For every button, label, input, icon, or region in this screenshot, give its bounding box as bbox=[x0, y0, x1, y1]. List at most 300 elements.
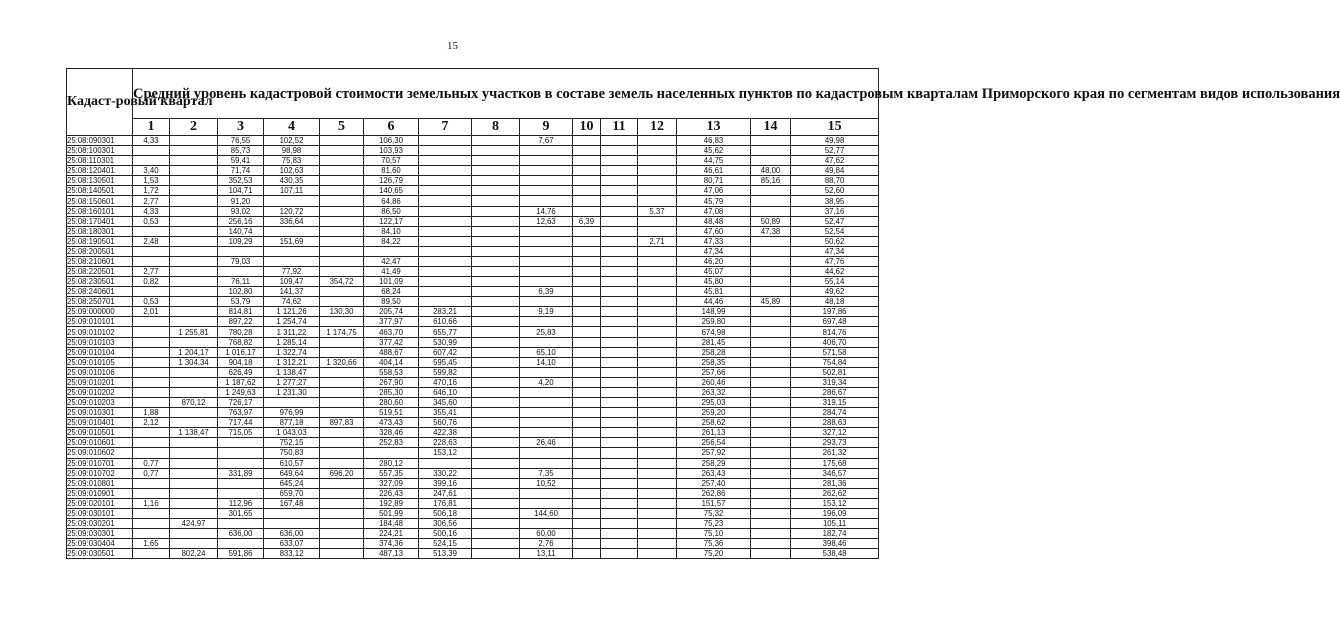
value-cell: 44,75 bbox=[677, 156, 751, 166]
value-cell bbox=[638, 216, 677, 226]
value-cell: 976,99 bbox=[264, 408, 320, 418]
value-cell: 610,66 bbox=[419, 317, 472, 327]
value-cell: 1 255,81 bbox=[170, 327, 218, 337]
value-cell bbox=[601, 256, 638, 266]
value-cell bbox=[472, 468, 520, 478]
value-cell bbox=[573, 297, 601, 307]
value-cell bbox=[751, 529, 791, 539]
value-cell bbox=[601, 478, 638, 488]
table-row bbox=[67, 529, 879, 539]
value-cell bbox=[133, 337, 170, 347]
column-number-header: 14 bbox=[751, 119, 791, 136]
value-cell: 560,76 bbox=[419, 418, 472, 428]
value-cell: 47,33 bbox=[677, 236, 751, 246]
value-cell bbox=[472, 216, 520, 226]
value-cell bbox=[601, 468, 638, 478]
value-cell bbox=[573, 428, 601, 438]
value-cell: 93,02 bbox=[218, 206, 264, 216]
value-cell bbox=[751, 387, 791, 397]
value-cell bbox=[601, 518, 638, 528]
value-cell: 102,52 bbox=[264, 136, 320, 146]
value-cell bbox=[170, 176, 218, 186]
page-number: 15 bbox=[447, 40, 458, 52]
value-cell bbox=[573, 387, 601, 397]
value-cell bbox=[601, 428, 638, 438]
value-cell bbox=[264, 508, 320, 518]
value-cell: 377,42 bbox=[364, 337, 419, 347]
value-cell: 64,86 bbox=[364, 196, 419, 206]
value-cell bbox=[419, 186, 472, 196]
cadastral-quarter-cell: 25:08:130501 bbox=[67, 176, 133, 186]
value-cell bbox=[133, 377, 170, 387]
value-cell: 328,46 bbox=[364, 428, 419, 438]
value-cell: 1 304,34 bbox=[170, 357, 218, 367]
value-cell bbox=[218, 246, 264, 256]
value-cell bbox=[638, 478, 677, 488]
value-cell: 626,49 bbox=[218, 367, 264, 377]
value-cell: 75,23 bbox=[677, 518, 751, 528]
value-cell bbox=[320, 226, 364, 236]
value-cell bbox=[472, 246, 520, 256]
value-cell: 262,86 bbox=[677, 488, 751, 498]
value-cell bbox=[573, 196, 601, 206]
value-cell: 280,12 bbox=[364, 458, 419, 468]
value-cell: 283,21 bbox=[419, 307, 472, 317]
value-cell bbox=[472, 317, 520, 327]
value-cell: 109,29 bbox=[218, 236, 264, 246]
value-cell: 102,80 bbox=[218, 287, 264, 297]
value-cell bbox=[218, 478, 264, 488]
cadastral-quarter-cell: 25:09:000000 bbox=[67, 307, 133, 317]
value-cell bbox=[320, 539, 364, 549]
value-cell bbox=[601, 196, 638, 206]
value-cell: 404,14 bbox=[364, 357, 419, 367]
value-cell bbox=[573, 236, 601, 246]
value-cell bbox=[472, 267, 520, 277]
value-cell: 293,73 bbox=[791, 438, 879, 448]
value-cell bbox=[573, 367, 601, 377]
value-cell bbox=[520, 387, 573, 397]
value-cell bbox=[601, 267, 638, 277]
value-cell: 1,88 bbox=[133, 408, 170, 418]
value-cell bbox=[133, 488, 170, 498]
value-cell bbox=[601, 246, 638, 256]
value-cell bbox=[320, 478, 364, 488]
value-cell bbox=[573, 226, 601, 236]
value-cell bbox=[133, 156, 170, 166]
value-cell bbox=[320, 428, 364, 438]
value-cell bbox=[573, 277, 601, 287]
table-row bbox=[67, 549, 879, 559]
value-cell: 81,60 bbox=[364, 166, 419, 176]
value-cell: 258,62 bbox=[677, 418, 751, 428]
value-cell bbox=[573, 488, 601, 498]
value-cell bbox=[133, 549, 170, 559]
value-cell bbox=[751, 418, 791, 428]
table-row bbox=[67, 398, 879, 408]
value-cell bbox=[520, 297, 573, 307]
value-cell bbox=[170, 508, 218, 518]
value-cell bbox=[638, 377, 677, 387]
value-cell bbox=[573, 498, 601, 508]
value-cell: 101,09 bbox=[364, 277, 419, 287]
table-row bbox=[67, 478, 879, 488]
value-cell bbox=[320, 287, 364, 297]
value-cell bbox=[751, 478, 791, 488]
value-cell bbox=[472, 176, 520, 186]
value-cell bbox=[170, 529, 218, 539]
cadastral-quarter-cell: 25:08:210601 bbox=[67, 256, 133, 266]
value-cell bbox=[472, 478, 520, 488]
cadastral-quarter-cell: 25:09:010203 bbox=[67, 398, 133, 408]
value-cell bbox=[638, 488, 677, 498]
value-cell: 89,50 bbox=[364, 297, 419, 307]
value-cell bbox=[133, 478, 170, 488]
value-cell bbox=[133, 448, 170, 458]
value-cell: 2,01 bbox=[133, 307, 170, 317]
cadastral-quarter-cell: 25:09:030404 bbox=[67, 539, 133, 549]
value-cell: 47,38 bbox=[751, 226, 791, 236]
value-cell bbox=[573, 458, 601, 468]
value-cell bbox=[320, 156, 364, 166]
column-number-header: 1 bbox=[133, 119, 170, 136]
value-cell bbox=[573, 327, 601, 337]
value-cell: 7,67 bbox=[520, 136, 573, 146]
value-cell: 1 312,21 bbox=[264, 357, 320, 367]
value-cell: 1 187,62 bbox=[218, 377, 264, 387]
table-title: Средний уровень кадастровой стоимости земельных участков в составе земель населенных пунктов по кадастровым кварталам Приморского края по сегментам видов использования bbox=[133, 69, 879, 119]
value-cell bbox=[601, 307, 638, 317]
value-cell bbox=[751, 186, 791, 196]
table-row bbox=[67, 186, 879, 196]
value-cell: 196,09 bbox=[791, 508, 879, 518]
value-cell bbox=[133, 398, 170, 408]
value-cell: 1 043,03 bbox=[264, 428, 320, 438]
value-cell bbox=[638, 226, 677, 236]
value-cell: 151,57 bbox=[677, 498, 751, 508]
value-cell: 75,83 bbox=[264, 156, 320, 166]
value-cell: 65,10 bbox=[520, 347, 573, 357]
cadastral-quarter-cell: 25:08:240601 bbox=[67, 287, 133, 297]
value-cell: 109,47 bbox=[264, 277, 320, 287]
value-cell bbox=[573, 317, 601, 327]
value-cell: 754,84 bbox=[791, 357, 879, 367]
value-cell: 141,37 bbox=[264, 287, 320, 297]
value-cell bbox=[638, 518, 677, 528]
value-cell: 2,76 bbox=[520, 539, 573, 549]
cadastral-quarter-cell: 25:09:010105 bbox=[67, 357, 133, 367]
value-cell bbox=[638, 347, 677, 357]
value-cell bbox=[218, 267, 264, 277]
value-cell bbox=[573, 337, 601, 347]
value-cell bbox=[472, 196, 520, 206]
value-cell: 500,16 bbox=[419, 529, 472, 539]
value-cell bbox=[520, 367, 573, 377]
value-cell bbox=[419, 176, 472, 186]
value-cell bbox=[520, 408, 573, 418]
value-cell bbox=[751, 488, 791, 498]
value-cell: 833,12 bbox=[264, 549, 320, 559]
value-cell bbox=[170, 287, 218, 297]
value-cell bbox=[751, 357, 791, 367]
value-cell: 104,71 bbox=[218, 186, 264, 196]
value-cell bbox=[472, 186, 520, 196]
value-cell: 84,22 bbox=[364, 236, 419, 246]
value-cell: 75,36 bbox=[677, 539, 751, 549]
value-cell: 501,99 bbox=[364, 508, 419, 518]
value-cell bbox=[751, 468, 791, 478]
value-cell bbox=[170, 458, 218, 468]
value-cell bbox=[320, 186, 364, 196]
value-cell: 502,81 bbox=[791, 367, 879, 377]
cadastral-quarter-cell: 25:09:030201 bbox=[67, 518, 133, 528]
value-cell bbox=[472, 327, 520, 337]
table-row bbox=[67, 508, 879, 518]
value-cell bbox=[638, 367, 677, 377]
value-cell bbox=[573, 448, 601, 458]
value-cell bbox=[573, 256, 601, 266]
value-cell: 130,30 bbox=[320, 307, 364, 317]
value-cell: 814,81 bbox=[218, 307, 264, 317]
value-cell: 68,24 bbox=[364, 287, 419, 297]
column-number-header: 13 bbox=[677, 119, 751, 136]
table-row bbox=[67, 277, 879, 287]
value-cell: 717,44 bbox=[218, 418, 264, 428]
value-cell bbox=[320, 529, 364, 539]
value-cell: 256,16 bbox=[218, 216, 264, 226]
value-cell bbox=[320, 256, 364, 266]
value-cell: 506,18 bbox=[419, 508, 472, 518]
value-cell: 52,60 bbox=[791, 186, 879, 196]
cadastral-quarter-cell: 25:09:010702 bbox=[67, 468, 133, 478]
value-cell: 487,13 bbox=[364, 549, 419, 559]
value-cell: 25,83 bbox=[520, 327, 573, 337]
cadastral-quarter-cell: 25:09:010602 bbox=[67, 448, 133, 458]
cadastral-quarter-cell: 25:09:010103 bbox=[67, 337, 133, 347]
value-cell: 259,20 bbox=[677, 408, 751, 418]
value-cell bbox=[320, 448, 364, 458]
value-cell: 103,93 bbox=[364, 146, 419, 156]
value-cell: 261,32 bbox=[791, 448, 879, 458]
value-cell bbox=[751, 236, 791, 246]
value-cell: 47,06 bbox=[677, 186, 751, 196]
value-cell bbox=[638, 277, 677, 287]
value-cell bbox=[419, 246, 472, 256]
value-cell bbox=[133, 508, 170, 518]
value-cell bbox=[573, 408, 601, 418]
value-cell bbox=[320, 347, 364, 357]
value-cell: 80,71 bbox=[677, 176, 751, 186]
value-cell bbox=[751, 508, 791, 518]
value-cell bbox=[573, 549, 601, 559]
value-cell: 877,18 bbox=[264, 418, 320, 428]
value-cell bbox=[133, 226, 170, 236]
value-cell: 47,34 bbox=[791, 246, 879, 256]
value-cell bbox=[170, 367, 218, 377]
value-cell bbox=[520, 458, 573, 468]
value-cell bbox=[320, 488, 364, 498]
value-cell: 85,73 bbox=[218, 146, 264, 156]
value-cell: 71,74 bbox=[218, 166, 264, 176]
value-cell bbox=[170, 146, 218, 156]
value-cell: 399,16 bbox=[419, 478, 472, 488]
value-cell bbox=[638, 539, 677, 549]
value-cell bbox=[638, 458, 677, 468]
value-cell: 45,62 bbox=[677, 146, 751, 156]
value-cell bbox=[520, 448, 573, 458]
table-row bbox=[67, 156, 879, 166]
value-cell: 38,95 bbox=[791, 196, 879, 206]
value-cell: 49,62 bbox=[791, 287, 879, 297]
value-cell bbox=[638, 357, 677, 367]
value-cell: 295,03 bbox=[677, 398, 751, 408]
value-cell bbox=[601, 297, 638, 307]
cadastral-quarter-cell: 25:09:010104 bbox=[67, 347, 133, 357]
table-row bbox=[67, 206, 879, 216]
table-row bbox=[67, 136, 879, 146]
value-cell bbox=[472, 256, 520, 266]
value-cell bbox=[520, 498, 573, 508]
value-cell: 151,69 bbox=[264, 236, 320, 246]
table-row bbox=[67, 468, 879, 478]
value-cell: 76,11 bbox=[218, 277, 264, 287]
value-cell bbox=[638, 186, 677, 196]
value-cell bbox=[320, 508, 364, 518]
value-cell bbox=[218, 458, 264, 468]
value-cell bbox=[133, 428, 170, 438]
value-cell bbox=[751, 256, 791, 266]
value-cell bbox=[133, 347, 170, 357]
value-cell bbox=[472, 367, 520, 377]
value-cell: 897,22 bbox=[218, 317, 264, 327]
value-cell bbox=[520, 176, 573, 186]
cadastral-quarter-cell: 25:08:150601 bbox=[67, 196, 133, 206]
value-cell: 0,77 bbox=[133, 458, 170, 468]
value-cell bbox=[601, 418, 638, 428]
value-cell bbox=[573, 529, 601, 539]
table-row bbox=[67, 438, 879, 448]
value-cell bbox=[320, 387, 364, 397]
value-cell bbox=[751, 146, 791, 156]
value-cell bbox=[472, 398, 520, 408]
value-cell bbox=[419, 458, 472, 468]
value-cell: 48,18 bbox=[791, 297, 879, 307]
value-cell: 9,19 bbox=[520, 307, 573, 317]
value-cell bbox=[601, 186, 638, 196]
value-cell bbox=[472, 539, 520, 549]
value-cell bbox=[601, 327, 638, 337]
value-cell: 257,40 bbox=[677, 478, 751, 488]
value-cell bbox=[751, 267, 791, 277]
value-cell: 47,76 bbox=[791, 256, 879, 266]
value-cell bbox=[601, 166, 638, 176]
value-cell: 1 016,17 bbox=[218, 347, 264, 357]
value-cell bbox=[638, 549, 677, 559]
table-row bbox=[67, 146, 879, 156]
table-row bbox=[67, 539, 879, 549]
value-cell bbox=[638, 146, 677, 156]
value-cell bbox=[320, 136, 364, 146]
table-row bbox=[67, 448, 879, 458]
value-cell: 55,14 bbox=[791, 277, 879, 287]
value-cell: 473,43 bbox=[364, 418, 419, 428]
value-cell bbox=[320, 176, 364, 186]
value-cell: 258,35 bbox=[677, 357, 751, 367]
value-cell: 696,20 bbox=[320, 468, 364, 478]
value-cell bbox=[170, 267, 218, 277]
value-cell bbox=[520, 337, 573, 347]
value-cell bbox=[133, 246, 170, 256]
value-cell: 1,72 bbox=[133, 186, 170, 196]
value-cell bbox=[638, 529, 677, 539]
value-cell bbox=[320, 196, 364, 206]
table-row bbox=[67, 347, 879, 357]
value-cell: 4,33 bbox=[133, 206, 170, 216]
value-cell bbox=[751, 549, 791, 559]
value-cell: 646,10 bbox=[419, 387, 472, 397]
value-cell bbox=[601, 438, 638, 448]
value-cell: 1 121,26 bbox=[264, 307, 320, 317]
table-row bbox=[67, 418, 879, 428]
value-cell: 2,77 bbox=[133, 267, 170, 277]
column-number-header: 10 bbox=[573, 119, 601, 136]
value-cell bbox=[472, 448, 520, 458]
value-cell bbox=[573, 246, 601, 256]
value-cell bbox=[419, 136, 472, 146]
value-cell bbox=[601, 337, 638, 347]
value-cell: 77,92 bbox=[264, 267, 320, 277]
value-cell: 1 138,47 bbox=[170, 428, 218, 438]
value-cell bbox=[638, 438, 677, 448]
value-cell bbox=[170, 166, 218, 176]
value-cell: 715,05 bbox=[218, 428, 264, 438]
value-cell: 10,52 bbox=[520, 478, 573, 488]
value-cell bbox=[601, 357, 638, 367]
value-cell bbox=[573, 176, 601, 186]
value-cell bbox=[601, 488, 638, 498]
value-cell bbox=[472, 236, 520, 246]
value-cell bbox=[419, 267, 472, 277]
value-cell: 85,16 bbox=[751, 176, 791, 186]
value-cell: 0,53 bbox=[133, 216, 170, 226]
table-row bbox=[67, 518, 879, 528]
value-cell: 1 277,27 bbox=[264, 377, 320, 387]
value-cell: 224,21 bbox=[364, 529, 419, 539]
value-cell bbox=[638, 418, 677, 428]
value-cell bbox=[601, 408, 638, 418]
value-cell: 205,74 bbox=[364, 307, 419, 317]
value-cell bbox=[133, 367, 170, 377]
value-cell: 14,10 bbox=[520, 357, 573, 367]
value-cell: 870,12 bbox=[170, 398, 218, 408]
value-cell: 59,41 bbox=[218, 156, 264, 166]
cadastral-quarter-cell: 25:09:030101 bbox=[67, 508, 133, 518]
value-cell bbox=[751, 206, 791, 216]
value-cell bbox=[638, 166, 677, 176]
value-cell: 319,15 bbox=[791, 398, 879, 408]
cadastral-quarter-cell: 25:08:230501 bbox=[67, 277, 133, 287]
value-cell bbox=[751, 196, 791, 206]
value-cell bbox=[638, 256, 677, 266]
table-row bbox=[67, 176, 879, 186]
value-cell: 2,71 bbox=[638, 236, 677, 246]
value-cell bbox=[520, 186, 573, 196]
value-cell bbox=[638, 448, 677, 458]
value-cell: 1 254,74 bbox=[264, 317, 320, 327]
value-cell bbox=[601, 236, 638, 246]
value-cell: 263,32 bbox=[677, 387, 751, 397]
value-cell bbox=[472, 458, 520, 468]
